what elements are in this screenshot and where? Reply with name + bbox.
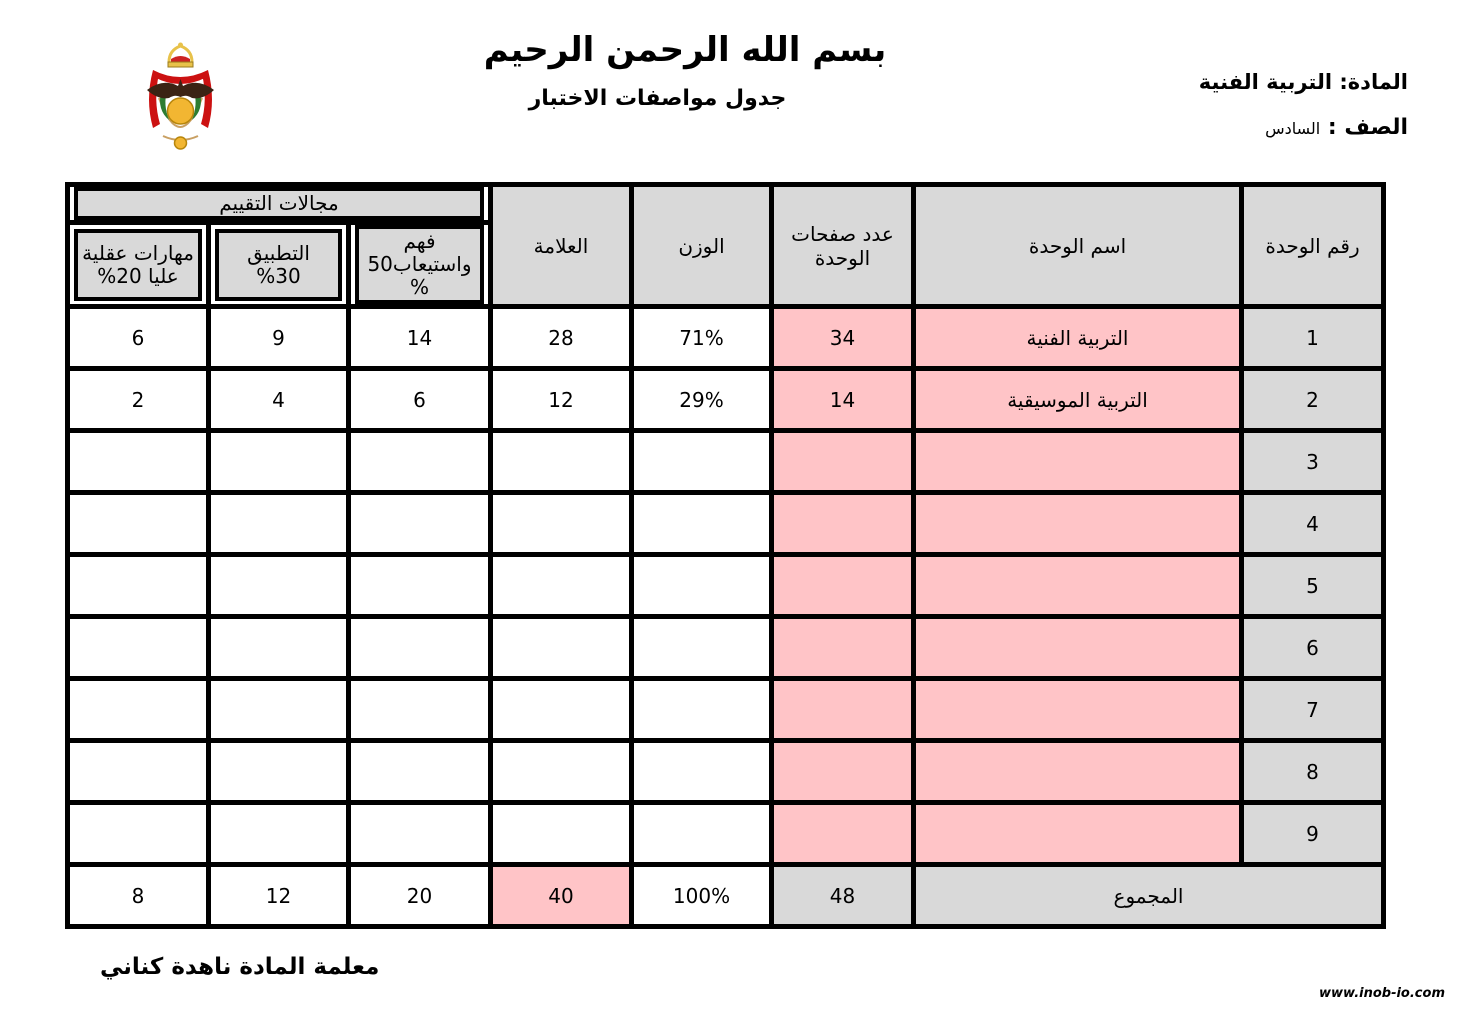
cell-mark [491, 431, 632, 493]
header-unit-pages: عدد صفحات الوحدة [772, 185, 914, 307]
cell-mark: 28 [491, 307, 632, 369]
application-label: التطبيق 30% [215, 229, 342, 301]
header-unit-number: رقم الوحدة [1242, 185, 1384, 307]
grade-line [1199, 115, 1408, 140]
cell-unit-number: 9 [1242, 803, 1384, 865]
cell-unit-number: 2 [1242, 369, 1384, 431]
cell-unit-pages [772, 431, 914, 493]
totals-application: 12 [209, 865, 349, 927]
totals-mark: 40 [491, 865, 632, 927]
cell-unit-name: التربية الموسيقية [914, 369, 1242, 431]
cell-unit-number: 4 [1242, 493, 1384, 555]
header-weight: الوزن [632, 185, 772, 307]
cell-higher-skills [68, 803, 209, 865]
cell-mark [491, 803, 632, 865]
table-row-4 [68, 493, 1384, 555]
cell-higher-skills [68, 679, 209, 741]
cell-weight [632, 679, 772, 741]
cell-unit-pages [772, 493, 914, 555]
header-comprehension [349, 223, 491, 307]
totals-row [68, 865, 1384, 927]
table-row-6 [68, 617, 1384, 679]
header-evaluation-domains [68, 185, 491, 223]
table-row-7 [68, 679, 1384, 741]
cell-mark [491, 555, 632, 617]
totals-comprehension: 20 [349, 865, 491, 927]
cell-unit-pages [772, 803, 914, 865]
cell-comprehension: 14 [349, 307, 491, 369]
cell-unit-name [914, 431, 1242, 493]
cell-higher-skills [68, 741, 209, 803]
cell-application [209, 555, 349, 617]
cell-weight [632, 431, 772, 493]
totals-higher-skills: 8 [68, 865, 209, 927]
cell-unit-pages [772, 741, 914, 803]
cell-weight: 29% [632, 369, 772, 431]
header-application [209, 223, 349, 307]
grade-value: السادس [1265, 119, 1321, 138]
cell-higher-skills [68, 493, 209, 555]
cell-weight [632, 803, 772, 865]
header-unit-name: اسم الوحدة [914, 185, 1242, 307]
cell-comprehension [349, 679, 491, 741]
cell-weight [632, 741, 772, 803]
cell-application [209, 431, 349, 493]
cell-weight [632, 617, 772, 679]
cell-comprehension [349, 555, 491, 617]
totals-unit-pages: 48 [772, 865, 914, 927]
cell-application [209, 679, 349, 741]
cell-mark [491, 741, 632, 803]
evaluation-domains-label: مجالات التقييم [74, 187, 484, 220]
cell-comprehension [349, 617, 491, 679]
cell-unit-pages: 34 [772, 307, 914, 369]
table-row-9 [68, 803, 1384, 865]
subject-line: المادة: التربية الفنية [1198, 70, 1408, 94]
cell-unit-name [914, 555, 1242, 617]
header-higher-skills [68, 223, 209, 307]
cell-mark [491, 617, 632, 679]
cell-application: 9 [209, 307, 349, 369]
table-row-3 [68, 431, 1384, 493]
cell-mark [491, 679, 632, 741]
higher-skills-label: مهارات عقلية عليا 20% [74, 229, 202, 301]
cell-higher-skills [68, 555, 209, 617]
cell-higher-skills: 6 [68, 307, 209, 369]
cell-weight: 71% [632, 307, 772, 369]
cell-mark: 12 [491, 369, 632, 431]
totals-weight: 100% [632, 865, 772, 927]
document-subtitle: جدول مواصفات الاختبار [528, 86, 787, 111]
cell-higher-skills [68, 431, 209, 493]
comprehension-label: فهم واستيعاب50 % [355, 225, 484, 304]
cell-unit-name: التربية الفنية [914, 307, 1242, 369]
table-row-5 [68, 555, 1384, 617]
cell-unit-name [914, 493, 1242, 555]
table-row-2 [68, 369, 1384, 431]
cell-application: 4 [209, 369, 349, 431]
table-row-1 [68, 307, 1384, 369]
cell-application [209, 741, 349, 803]
totals-label: المجموع [914, 865, 1384, 927]
header-mark: العلامة [491, 185, 632, 307]
cell-higher-skills: 2 [68, 369, 209, 431]
table-row-8 [68, 741, 1384, 803]
cell-application [209, 493, 349, 555]
bismillah-title: بسم الله الرحمن الرحيم [483, 30, 887, 70]
cell-unit-pages [772, 617, 914, 679]
cell-unit-number: 3 [1242, 431, 1384, 493]
cell-unit-name [914, 803, 1242, 865]
cell-unit-number: 1 [1242, 307, 1384, 369]
cell-comprehension [349, 431, 491, 493]
teacher-signature: معلمة المادة ناهدة كناني [100, 954, 380, 980]
cell-unit-number: 5 [1242, 555, 1384, 617]
cell-unit-name [914, 741, 1242, 803]
cell-comprehension [349, 803, 491, 865]
meta-block [1199, 70, 1408, 140]
cell-unit-pages: 14 [772, 369, 914, 431]
header-row-top [68, 185, 1384, 223]
cell-application [209, 803, 349, 865]
test-specification-table [65, 182, 1386, 929]
cell-unit-pages [772, 555, 914, 617]
cell-comprehension [349, 741, 491, 803]
cell-unit-number: 7 [1242, 679, 1384, 741]
cell-unit-number: 8 [1242, 741, 1384, 803]
cell-weight [632, 493, 772, 555]
cell-mark [491, 493, 632, 555]
cell-unit-name [914, 679, 1242, 741]
cell-unit-name [914, 617, 1242, 679]
cell-comprehension: 6 [349, 369, 491, 431]
cell-application [209, 617, 349, 679]
cell-comprehension [349, 493, 491, 555]
cell-higher-skills [68, 617, 209, 679]
cell-unit-number: 6 [1242, 617, 1384, 679]
watermark: www.inob-io.com [1319, 986, 1445, 1001]
cell-weight [632, 555, 772, 617]
grade-label: الصف : [1327, 115, 1408, 140]
cell-unit-pages [772, 679, 914, 741]
